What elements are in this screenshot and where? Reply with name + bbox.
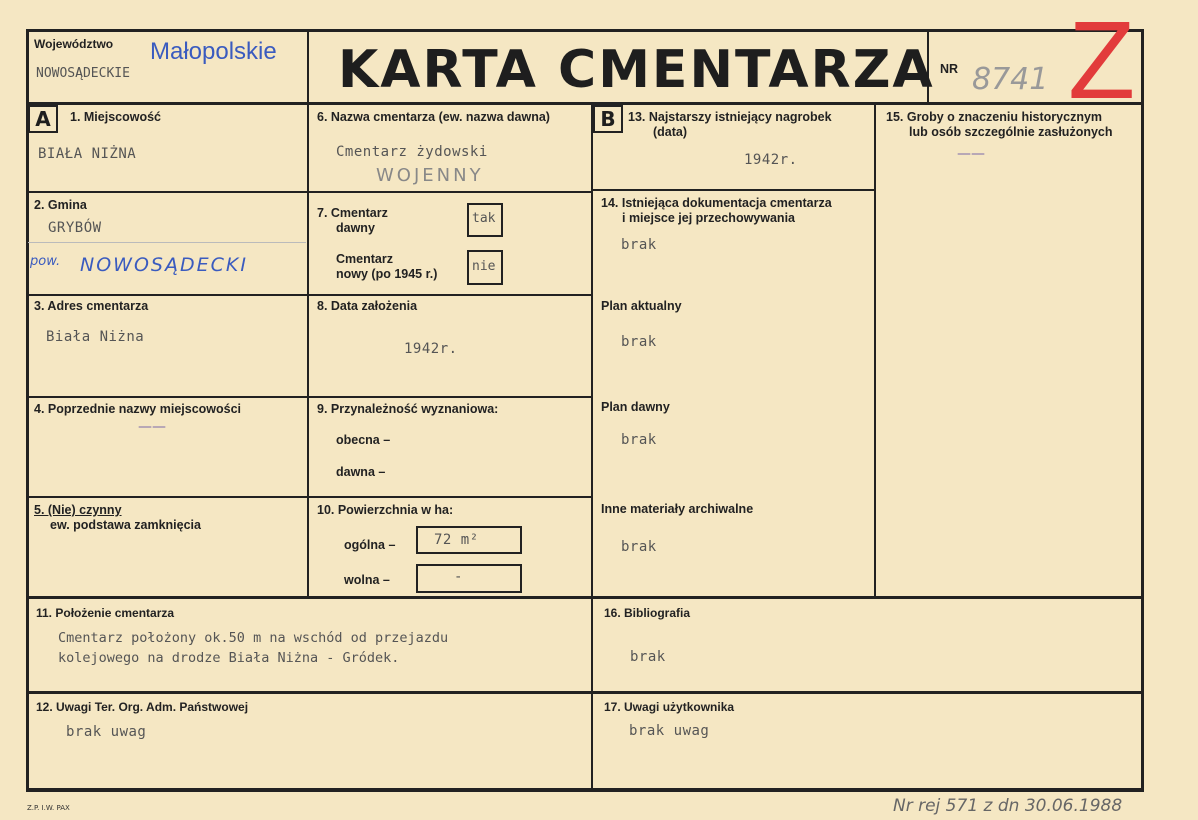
field-10-total-value: 72 m² <box>434 532 479 548</box>
field-1-label: 1. Miejscowość <box>70 110 162 124</box>
field-7-old-label: 7. Cmentarz <box>317 206 388 220</box>
field-14-label: 14. Istniejąca dokumentacja cmentarza <box>601 196 832 210</box>
field-2-label: 2. Gmina <box>34 198 87 212</box>
other-materials-label: Inne materiały archiwalne <box>601 502 754 516</box>
field-17-value: brak uwag <box>629 723 710 739</box>
other-materials-value: brak <box>621 539 657 555</box>
field-12-value: brak uwag <box>66 724 147 740</box>
field-17-label: 17. Uwagi użytkownika <box>604 700 735 714</box>
field-13-label-2: (data) <box>653 125 688 139</box>
red-mark: Z <box>1068 0 1136 122</box>
section-a-marker: A <box>28 105 58 133</box>
field-3-label: 3. Adres cmentarza <box>34 299 149 313</box>
field-11-line-1: Cmentarz położony ok.50 m na wschód od przejazdu <box>58 630 449 646</box>
field-1-value: BIAŁA NIŻNA <box>38 146 137 162</box>
field-6-value: Cmentarz żydowski <box>336 144 488 160</box>
field-11-line-2: kolejowego na drodze Biała Niżna - Gródek. <box>58 650 400 666</box>
field-7-new-label-2: nowy (po 1945 r.) <box>336 267 438 281</box>
field-15-label: 15. Groby o znaczeniu historycznym <box>886 110 1103 124</box>
plan-old-label: Plan dawny <box>601 400 670 414</box>
field-13-value: 1942r. <box>744 152 798 168</box>
field-5-label: 5. (Nie) czynny <box>34 503 122 517</box>
field-7-old-box <box>467 203 503 237</box>
field-9-former: dawna – <box>336 465 386 479</box>
field-11-label: 11. Położenie cmentarza <box>36 606 175 620</box>
field-10-free-label: wolna – <box>344 573 390 587</box>
field-9-label: 9. Przynależność wyznaniowa: <box>317 402 499 416</box>
nr-value: 8741 <box>972 62 1049 97</box>
voivodeship-label: Województwo <box>34 37 114 51</box>
field-10-label: 10. Powierzchnia w ha: <box>317 503 454 517</box>
field-4-value: —— <box>138 419 166 435</box>
field-15-value: —— <box>957 146 985 162</box>
plan-current-value: brak <box>621 334 657 350</box>
field-8-value: 1942r. <box>404 341 458 357</box>
section-b-marker: B <box>593 105 623 133</box>
field-9-current: obecna – <box>336 433 391 447</box>
field-16-value: brak <box>630 649 666 665</box>
field-5-label-2: ew. podstawa zamknięcia <box>50 518 201 532</box>
voivodeship-stamp: Małopolskie <box>150 38 277 65</box>
plan-current-label: Plan aktualny <box>601 299 682 313</box>
field-14-value: brak <box>621 237 657 253</box>
field-7-old-label-2: dawny <box>336 221 375 235</box>
field-6-hand-value: WOJENNY <box>376 165 484 186</box>
nr-label: NR <box>940 62 959 76</box>
field-14-label-2: i miejsce jej przechowywania <box>622 211 795 225</box>
registration-note: Nr rej 571 z dn 30.06.1988 <box>893 796 1123 816</box>
field-7-old-value: tak <box>472 211 496 226</box>
field-2-value: GRYBÓW <box>48 220 102 236</box>
plan-old-value: brak <box>621 432 657 448</box>
field-2-hand-prefix: pow. <box>30 254 61 269</box>
field-7-new-label: Cmentarz <box>336 252 393 266</box>
field-10-free-box <box>416 564 522 593</box>
voivodeship-value: NOWOSĄDECKIE <box>36 66 130 81</box>
field-12-label: 12. Uwagi Ter. Org. Adm. Państwowej <box>36 700 249 714</box>
field-3-value: Biała Niżna <box>46 329 145 345</box>
field-10-free-value: - <box>454 569 463 585</box>
field-10-total-box <box>416 526 522 554</box>
printer-mark: Z.P. I.W. PAX <box>27 804 70 812</box>
field-6-label: 6. Nazwa cmentarza (ew. nazwa dawna) <box>317 110 550 124</box>
field-4-label: 4. Poprzednie nazwy miejscowości <box>34 402 242 416</box>
field-10-total-label: ogólna – <box>344 538 396 552</box>
field-16-label: 16. Bibliografia <box>604 606 691 620</box>
field-15-label-2: lub osób szczególnie zasłużonych <box>909 125 1113 139</box>
field-7-new-value: nie <box>472 259 496 274</box>
field-7-new-box <box>467 250 503 285</box>
field-8-label: 8. Data założenia <box>317 299 418 313</box>
field-2-hand-value: NOWOSĄDECKI <box>80 254 248 276</box>
page-title: KARTA CMENTARZA <box>338 40 935 100</box>
field-13-label: 13. Najstarszy istniejący nagrobek <box>628 110 832 124</box>
